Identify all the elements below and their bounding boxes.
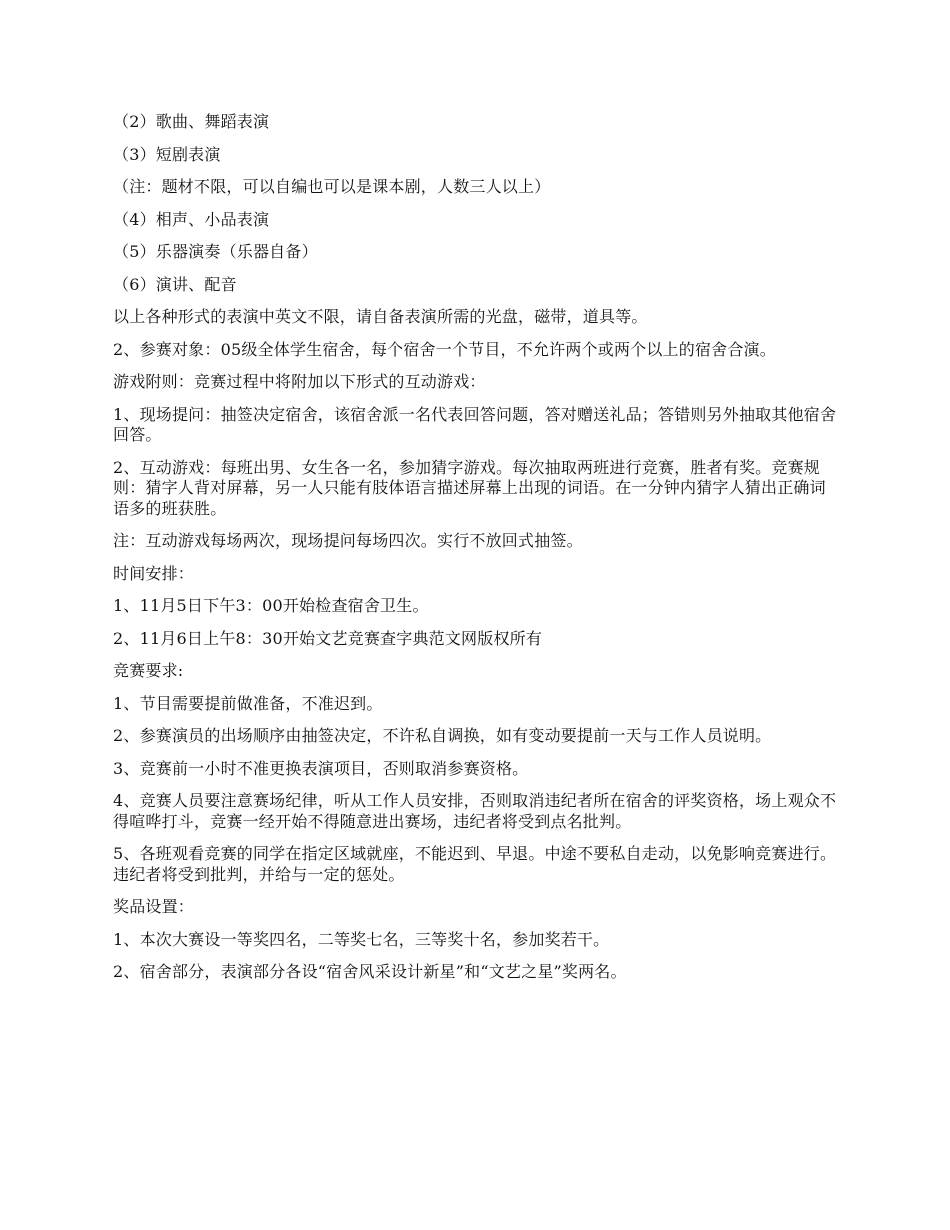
paragraph-requirements-heading: 竞赛要求: — [113, 661, 184, 680]
paragraph-item-2: （2）歌曲、舞蹈表演 — [113, 112, 270, 131]
paragraph-game-interactive: 2、互动游戏：每班出男、女生各一名，参加猜字游戏。每次抽取两班进行竞赛，胜者有奖。竞赛规则：猜字人背对屏幕，另一人只能有肢体语言描述屏幕上出现的词语。在一分钟内猜字人猜出正确词语多的班获胜。 — [113, 457, 826, 518]
paragraph-requirement-3: 3、竞赛前一小时不准更换表演项目，否则取消参赛资格。 — [113, 758, 529, 778]
paragraph-schedule-heading: 时间安排： — [113, 563, 195, 583]
paragraph-item-4: （4）相声、小品表演 — [113, 209, 270, 229]
paragraph-requirement-2: 2、参赛演员的出场顺序由抽签决定，不许私自调换，如有变动要提前一天与工作人员说明。 — [113, 726, 772, 745]
paragraph-game-rules-heading: 游戏附则：竞赛过程中将附加以下形式的互动游戏： — [113, 372, 486, 391]
document-body — [113, 112, 840, 995]
paragraph-item-3: （3）短剧表演 — [113, 144, 221, 164]
paragraph-requirement-5: 5、各班观看竞赛的同学在指定区域就座，不能迟到、早退。中途不要私自走动，以免影响竞赛进行。违纪者将受到批判，并给与一定的惩处。 — [113, 844, 837, 884]
paragraph-schedule-1: 1、11月5日下午3：00开始检查宿舍卫生。 — [113, 596, 429, 615]
paragraph-prize-1: 1、本次大赛设一等奖四名，二等奖七名，三等奖十名，参加奖若干。 — [113, 929, 610, 949]
paragraph-requirement-4: 4、竞赛人员要注意赛场纪律，听从工作人员安排，否则取消违纪者所在宿舍的评奖资格，场上观众不得喧哗打斗，竞赛一经开始不得随意进出赛场，违纪者将受到点名批判。 — [113, 791, 837, 831]
paragraph-game-qa: 1、现场提问：抽签决定宿舍，该宿舍派一名代表回答问题，答对赠送礼品；答错则另外抽取其他宿舍回答。 — [113, 404, 837, 444]
paragraph-item-6: （6）演讲、配音 — [113, 274, 237, 294]
paragraph-prize-2: 2、宿舍部分，表演部分各设“宿舍风采设计新星”和“文艺之星”奖两名。 — [113, 962, 627, 981]
paragraph-item-5: （5）乐器演奏（乐器自备） — [113, 242, 318, 261]
paragraph-performance-note: 以上各种形式的表演中英文不限，请自备表演所需的光盘，磁带，道具等。 — [113, 307, 648, 326]
paragraph-participants: 2、参赛对象：05级全体学生宿舍，每个宿舍一个节目，不允许两个或两个以上的宿舍合演。 — [113, 339, 776, 359]
paragraph-prizes-heading: 奖品设置： — [113, 897, 195, 916]
paragraph-game-note: 注：互动游戏每场两次，现场提问每场四次。实行不放回式抽签。 — [113, 531, 583, 550]
paragraph-note-drama: （注：题材不限，可以自编也可以是课本剧，人数三人以上） — [113, 177, 551, 196]
paragraph-schedule-2: 2、11月6日上午8：30开始文艺竞赛查字典范文网版权所有 — [113, 628, 543, 648]
paragraph-requirement-1: 1、节目需要提前做准备，不准迟到。 — [113, 693, 383, 713]
